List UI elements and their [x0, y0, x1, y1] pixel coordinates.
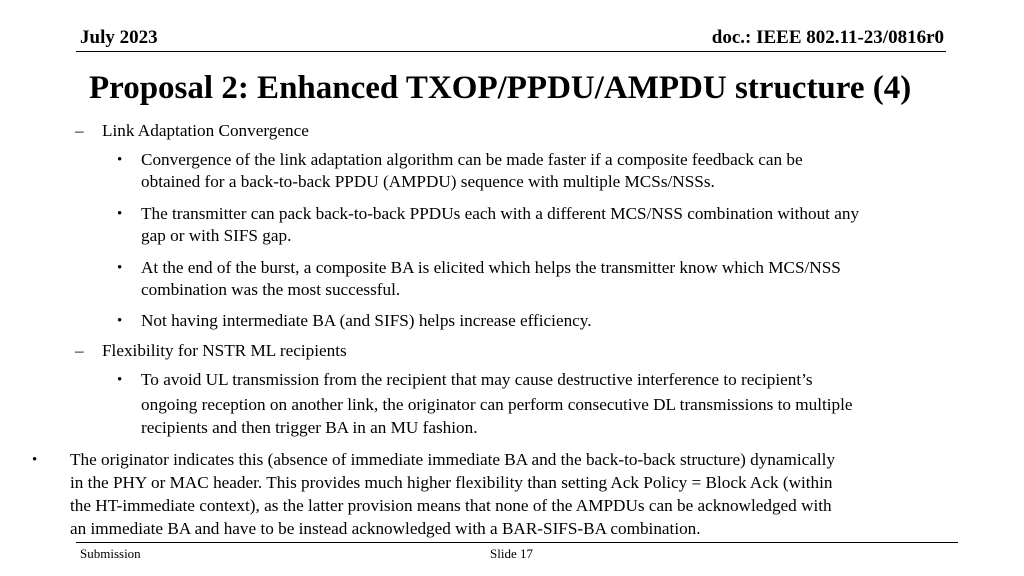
footer-submission: Submission	[80, 546, 141, 561]
slide-title: Proposal 2: Enhanced TXOP/PPDU/AMPDU structure (4)	[89, 70, 912, 106]
dash-marker: –	[75, 341, 84, 360]
item1-bullet1-line1: Convergence of the link adaptation algorithm can be made faster if a composite feedback can be	[141, 150, 803, 169]
item1-bullet3-line2: combination was the most successful.	[141, 280, 401, 299]
header-date: July 2023	[80, 27, 158, 48]
item1-bullet2-line1: The transmitter can pack back-to-back PPDUs each with a different MCS/NSS combination without any	[141, 204, 860, 223]
bullet-marker: •	[32, 452, 38, 468]
item1-bullet2-line2: gap or with SIFS gap.	[141, 226, 292, 245]
item2-heading: Flexibility for NSTR ML recipients	[102, 341, 347, 360]
bullet-marker: •	[117, 313, 123, 329]
footer-slide-number: Slide 17	[490, 546, 533, 561]
main-bullet-line2: in the PHY or MAC header. This provides much higher flexibility than setting Ack Policy = Block Ack (within	[70, 473, 833, 492]
item2-bullet1-line2: ongoing reception on another link, the originator can perform consecutive DL transmissions to multiple	[141, 395, 853, 414]
bullet-marker: •	[117, 260, 123, 276]
dash-marker: –	[75, 121, 84, 140]
header-doc-id: doc.: IEEE 802.11-23/0816r0	[711, 27, 944, 48]
main-bullet-line3: the HT-immediate context), as the latter provision means that none of the AMPDUs can be acknowledged with	[70, 496, 832, 515]
main-bullet-line4: an immediate BA and have to be instead acknowledged with a BAR-SIFS-BA combination.	[70, 519, 701, 538]
item2-bullet1-line3: recipients and then trigger BA in an MU fashion.	[141, 418, 478, 437]
bullet-marker: •	[117, 372, 123, 388]
item1-bullet1-line2: obtained for a back-to-back PPDU (AMPDU) sequence with multiple MCSs/NSSs.	[141, 172, 715, 191]
item1-bullet4-line1: Not having intermediate BA (and SIFS) helps increase efficiency.	[141, 311, 592, 330]
bullet-marker: •	[117, 206, 123, 222]
item1-heading: Link Adaptation Convergence	[102, 121, 309, 140]
bullet-marker: •	[117, 152, 123, 168]
footer-rule	[76, 542, 958, 543]
header-rule	[76, 51, 946, 52]
main-bullet-line1: The originator indicates this (absence of immediate immediate BA and the back-to-back structure) dynamically	[70, 450, 836, 469]
item1-bullet3-line1: At the end of the burst, a composite BA is elicited which helps the transmitter know which MCS/NSS	[141, 258, 841, 277]
item2-bullet1-line1: To avoid UL transmission from the recipient that may cause destructive interference to recipient’s	[141, 370, 813, 389]
